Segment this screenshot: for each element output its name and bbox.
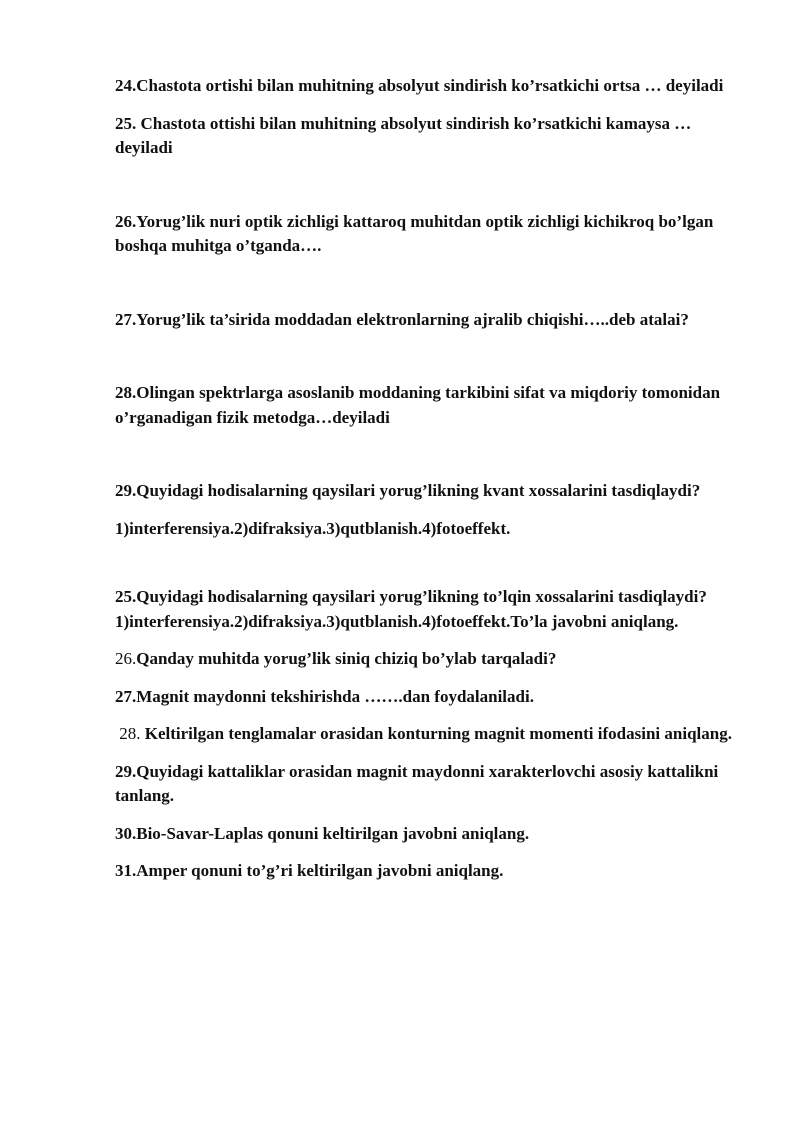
question-30: 30.Bio-Savar-Laplas qonuni keltirilgan javobni aniqlang.	[115, 823, 530, 843]
question-29-quantity: 29.Quyidagi kattaliklar orasidan magnit maydonni xarakterlovchi asosiy kattalikni tanlang.	[115, 761, 719, 805]
question-25-wave: 25.Quyidagi hodisalarning qaysilari yorug’likning to’lqin xossalarini tasdiqlaydi? 1)interferensiya.2)difraksiya.3)qutblanish.4)fotoeffekt.To’la javobni aniqlang.	[115, 587, 707, 631]
question-26: 26.Yorug’lik nuri optik zichligi kattaroq muhitdan optik zichligi kichikroq bo’lgan boshqa muhitga o’tganda….	[115, 211, 714, 255]
question-27: 27.Yorug’lik ta’sirida moddadan elektronlarning ajralib chiqishi…..deb atalai?	[115, 309, 689, 329]
question-25: 25. Chastota ottishi bilan muhitning absolyut sindirish ko’rsatkichi kamaysa … deyiladi	[115, 113, 692, 157]
question-27-magnetic: 27.Magnit maydonni tekshirishda …….dan foydalaniladi.	[115, 686, 534, 706]
question-26-medium	[115, 647, 740, 672]
question-31: 31.Amper qonuni to’g’ri keltirilgan javobni aniqlang.	[115, 861, 504, 880]
question-29: 29.Quyidagi hodisalarning qaysilari yorug’likning kvant xossalarini tasdiqlaydi?	[115, 481, 701, 500]
question-number: 28.	[115, 724, 145, 743]
question-29-options: 1)interferensiya.2)difraksiya.3)qutblanish.4)fotoeffekt.	[115, 518, 511, 538]
question-28: 28.Olingan spektrlarga asoslanib moddaning tarkibini sifat va miqdoriy tomonidan o’rganadigan fizik metodga…deyiladi	[115, 383, 721, 427]
question-text: Keltirilgan tenglamalar orasidan konturning magnit momenti ifodasini aniqlang.	[144, 724, 732, 743]
question-24: 24.Chastota ortishi bilan muhitning absolyut sindirish ko’rsatkichi ortsa … deyiladi	[115, 76, 724, 95]
question-number: 26.	[115, 649, 137, 668]
question-28-moment	[115, 722, 740, 747]
question-text: Qanday muhitda yorug’lik siniq chiziq bo’ylab tarqaladi?	[136, 649, 557, 668]
